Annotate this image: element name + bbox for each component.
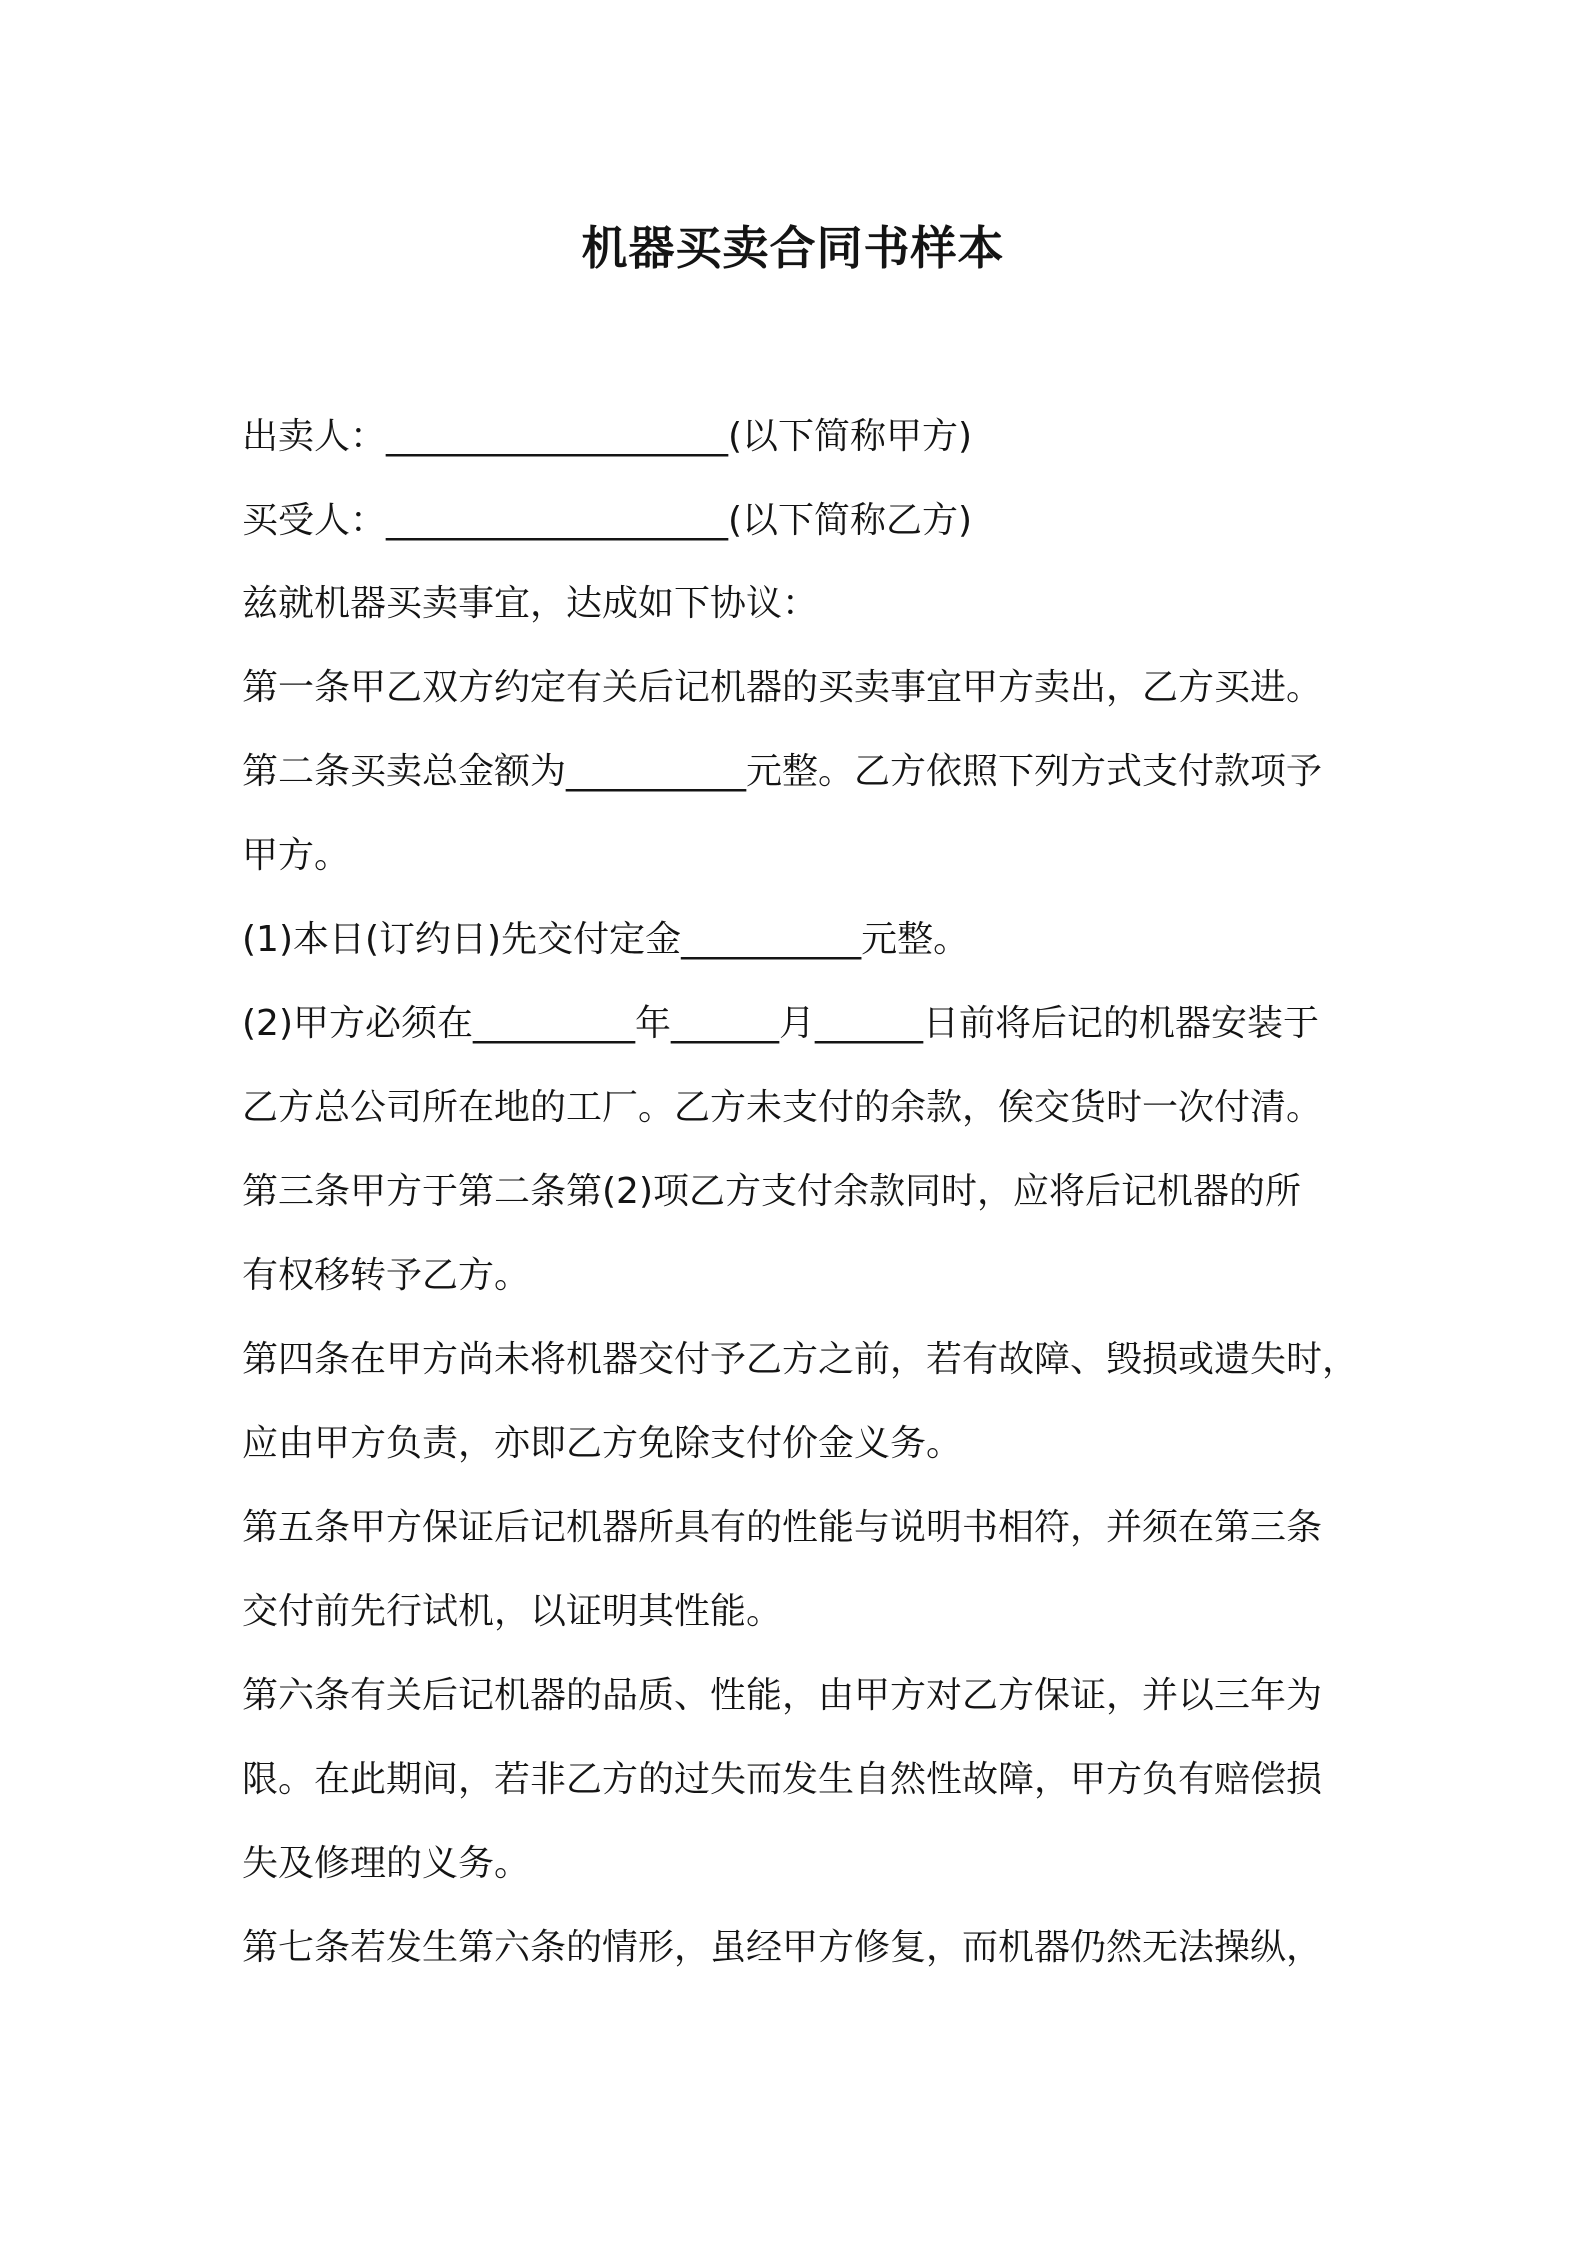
clause-line: 第一条甲乙双方约定有关后记机器的买卖事宜甲方卖出，乙方买进。 (242, 667, 1323, 708)
clause-line: 限。在此期间，若非乙方的过失而发生自然性故障，甲方负有赔偿损 (242, 1759, 1323, 1800)
clause-line: (2)甲方必须在_________年______月______日前将后记的机器安装于 (242, 1003, 1319, 1044)
seller-line: 出卖人：___________________(以下简称甲方) (242, 416, 973, 457)
clause-line: (1)本日(订约日)先交付定金__________元整。 (242, 919, 970, 960)
clause-line: 第七条若发生第六条的情形，虽经甲方修复，而机器仍然无法操纵， (242, 1927, 1323, 1968)
clause-line: 乙方总公司所在地的工厂。乙方未支付的余款，俟交货时一次付清。 (242, 1087, 1323, 1128)
clause-line: 第四条在甲方尚未将机器交付予乙方之前，若有故障、毁损或遗失时， (242, 1339, 1359, 1380)
buyer-line: 买受人：___________________(以下简称乙方) (242, 500, 973, 541)
preamble-line: 兹就机器买卖事宜，达成如下协议： (242, 583, 819, 624)
clause-line: 交付前先行试机，以证明其性能。 (242, 1591, 783, 1632)
clause-line: 第二条买卖总金额为__________元整。乙方依照下列方式支付款项予 (242, 751, 1323, 792)
clause-line: 应由甲方负责，亦即乙方免除支付价金义务。 (242, 1423, 963, 1464)
clause-line: 第五条甲方保证后记机器所具有的性能与说明书相符，并须在第三条 (242, 1507, 1323, 1548)
clause-line: 有权移转予乙方。 (242, 1255, 531, 1296)
clause-line: 第六条有关后记机器的品质、性能，由甲方对乙方保证，并以三年为 (242, 1675, 1323, 1716)
document-title: 机器买卖合同书样本 (581, 221, 1005, 275)
clause-line: 甲方。 (242, 835, 351, 876)
clause-line: 失及修理的义务。 (242, 1843, 531, 1884)
clause-line: 第三条甲方于第二条第(2)项乙方支付余款同时，应将后记机器的所 (242, 1171, 1301, 1212)
